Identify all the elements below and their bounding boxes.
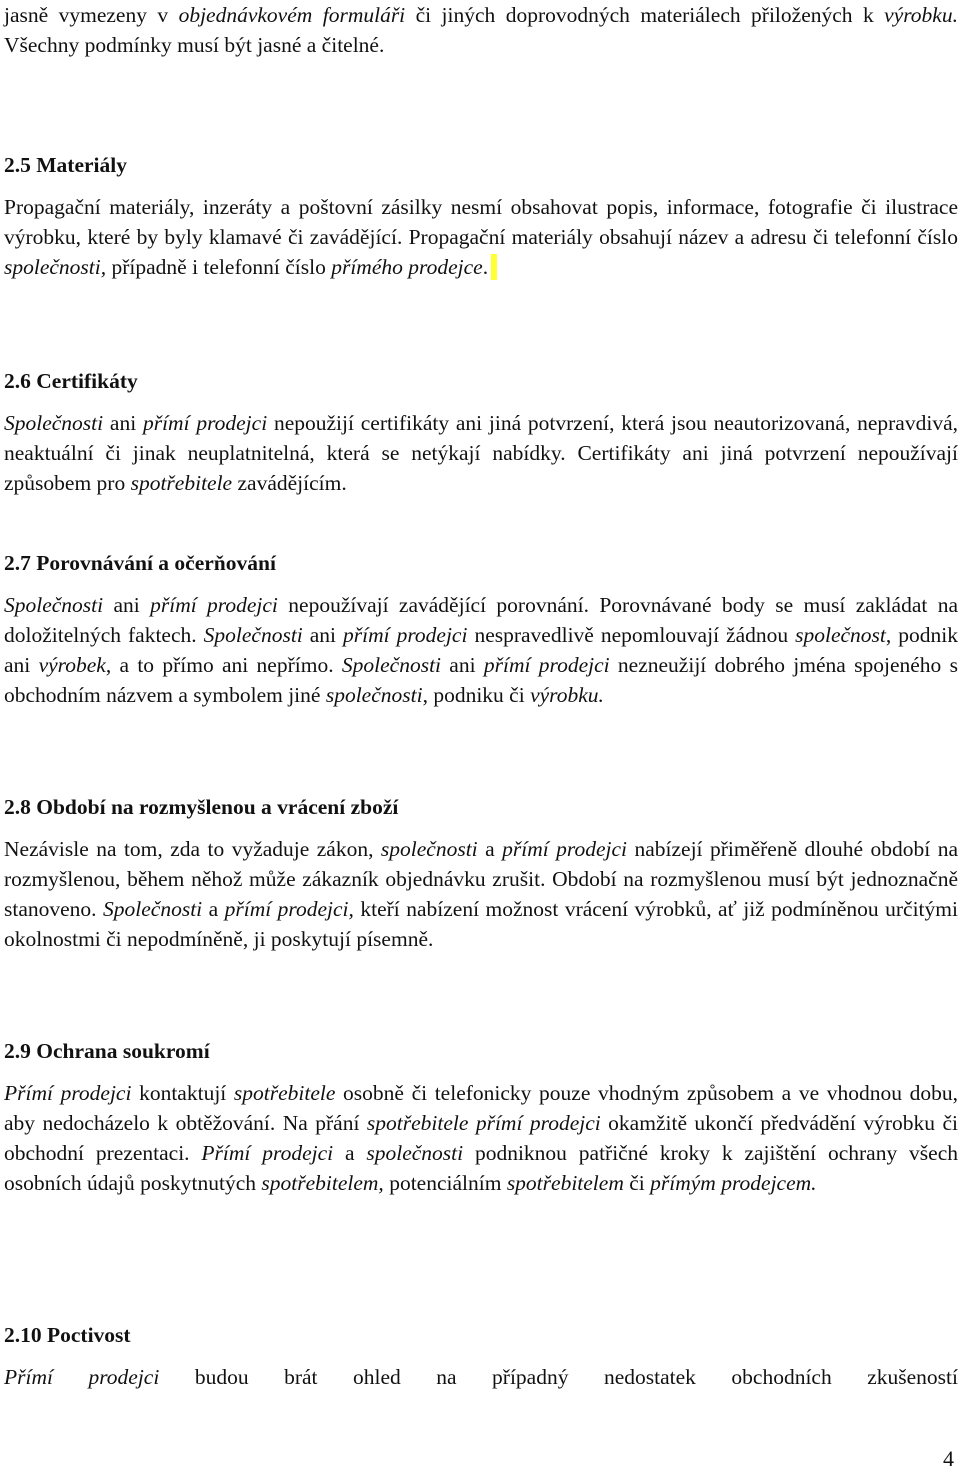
text-run: , podniku či	[422, 683, 531, 707]
text-run: okamžitě ukončí předvádění výrobku či obchodní prezentaci.	[4, 1111, 958, 1165]
text-run: nepoužijí certifikáty ani jiná potvrzení, která jsou neautorizovaná, nepravdivá, neaktuální či jinak neuplatnitelná, která se netýkají nabídky. Certifikáty ani jiná potvrzení nepoužívají způsobem pro	[4, 411, 958, 495]
text-run: nezneužijí dobrého jména spojeného s obchodním názvem a symbolem jiné	[4, 653, 958, 707]
section-title: Ochrana soukromí	[30, 1039, 210, 1063]
italic-term: Přímí prodejci	[201, 1141, 334, 1165]
section-body-2-6	[4, 408, 958, 498]
intro-paragraph	[4, 0, 958, 60]
text-run: ani	[441, 653, 484, 677]
italic-term: společnosti	[380, 837, 478, 861]
section-heading-2-7	[4, 548, 276, 578]
text-run: nabízejí přiměřeně dlouhé období na rozmyšlenou, během něhož může zákazník objednávku zrušit. Období na rozmyšlenou musí být jednoznačně stanoveno.	[4, 837, 958, 921]
section-number: 2.5	[4, 153, 31, 177]
text-run: Propagační materiály, inzeráty a poštovní zásilky nesmí obsahovat popis, informace, fotografie či ilustrace výrobku, které by byly klamavé či zavádějící. Propagační materiály obsahují název a adresu či telefonní číslo	[4, 195, 958, 249]
italic-term: přímí prodejci,	[224, 897, 354, 921]
italic-term: přímí prodejci	[150, 593, 278, 617]
section-number: 2.9	[4, 1039, 31, 1063]
text-run: a	[477, 837, 503, 861]
text-run: kteří nabízení možnost vrácení výrobků, ať již podmíněnou určitými okolnostmi či nepodmíněně, ji poskytují písemně.	[4, 897, 958, 951]
section-heading-2-10	[4, 1320, 131, 1350]
italic-term: Společnosti	[341, 653, 442, 677]
italic-term: spotřebitelem	[506, 1171, 624, 1195]
italic-term: společnosti	[366, 1141, 464, 1165]
section-number: 2.10	[4, 1323, 42, 1347]
text-run: Nezávisle na tom, zda to vyžaduje zákon,	[4, 837, 381, 861]
text-run: ani	[302, 623, 344, 647]
italic-term: přímého prodejce	[331, 255, 483, 279]
text-run: Všechny podmínky musí být jasné a čitelné.	[4, 33, 385, 57]
text-run: a	[333, 1141, 367, 1165]
text-run: jasně vymezeny v	[4, 3, 179, 27]
section-heading-2-9	[4, 1036, 210, 1066]
section-heading-2-6	[4, 366, 138, 396]
section-body-2-9	[4, 1078, 958, 1198]
italic-term: spotřebitelem,	[261, 1171, 384, 1195]
italic-term: přímí prodejci	[483, 653, 610, 677]
italic-term: společnost	[795, 623, 886, 647]
section-title: Poctivost	[41, 1323, 131, 1347]
page-number: 4	[943, 1446, 954, 1471]
section-number: 2.7	[4, 551, 31, 575]
section-body-2-5	[4, 192, 958, 282]
text-run: budou brát ohled na případný nedostatek obchodních zkušeností	[159, 1365, 958, 1389]
section-number: 2.8	[4, 795, 31, 819]
text-run: osobně či telefonicky pouze vhodným způsobem a ve vhodnou dobu, aby nedocházelo k obtěžování. Na přání	[4, 1081, 958, 1135]
text-run: ani	[103, 411, 143, 435]
text-run: nepoužívají zavádějící porovnání. Porovnávané body se musí zakládat na doložitelných faktech.	[4, 593, 958, 647]
italic-term: přímí prodejci	[502, 837, 628, 861]
text-run: nespravedlivě nepomlouvají žádnou	[467, 623, 796, 647]
text-run: či	[623, 1171, 651, 1195]
text-run: či jiných doprovodných materiálech přiložených k	[405, 3, 885, 27]
section-heading-2-5	[4, 150, 127, 180]
italic-term: Přímí prodejci	[4, 1365, 160, 1389]
italic-term: Společnosti	[203, 623, 303, 647]
italic-term: společnosti,	[4, 255, 107, 279]
section-title: Porovnávání a očerňování	[30, 551, 276, 575]
text-run: zavádějícím.	[232, 471, 347, 495]
italic-term: výrobek	[38, 653, 106, 677]
text-run: a	[202, 897, 225, 921]
section-title: Certifikáty	[30, 369, 138, 393]
section-body-2-8	[4, 834, 958, 954]
text-run: kontaktují	[131, 1081, 234, 1105]
italic-term: spotřebitele	[130, 471, 233, 495]
italic-term: Společnosti	[103, 897, 203, 921]
section-title: Materiály	[30, 153, 127, 177]
text-run: potenciálním	[383, 1171, 507, 1195]
highlight-mark	[491, 254, 497, 280]
italic-term: přímým prodejcem.	[650, 1171, 817, 1195]
italic-term: společnosti	[325, 683, 423, 707]
italic-term: spotřebitele	[233, 1081, 336, 1105]
section-body-2-7	[4, 590, 958, 710]
text-run: .	[482, 255, 489, 279]
section-heading-2-8	[4, 792, 398, 822]
section-number: 2.6	[4, 369, 31, 393]
text-run: , a to přímo ani nepřímo.	[105, 653, 342, 677]
text-run: podniknou patřičné kroky k zajištění ochrany všech osobních údajů poskytnutých	[4, 1141, 959, 1195]
italic-term: Společnosti	[4, 593, 104, 617]
italic-term: přímí prodejci	[142, 411, 268, 435]
italic-term: výrobku.	[884, 3, 958, 27]
italic-term: spotřebitele přímí prodejci	[366, 1111, 601, 1135]
text-run: ani	[103, 593, 151, 617]
section-title: Období na rozmyšlenou a vrácení zboží	[30, 795, 399, 819]
text-run: , podnik ani	[4, 623, 958, 677]
italic-term: Přímí prodejci	[4, 1081, 132, 1105]
italic-term: výrobku.	[530, 683, 604, 707]
italic-term: Společnosti	[4, 411, 104, 435]
section-body-2-10	[4, 1362, 958, 1392]
text-run: případně i telefonní číslo	[106, 255, 332, 279]
italic-term: objednávkovém formuláři	[178, 3, 406, 27]
italic-term: přímí prodejci	[343, 623, 468, 647]
